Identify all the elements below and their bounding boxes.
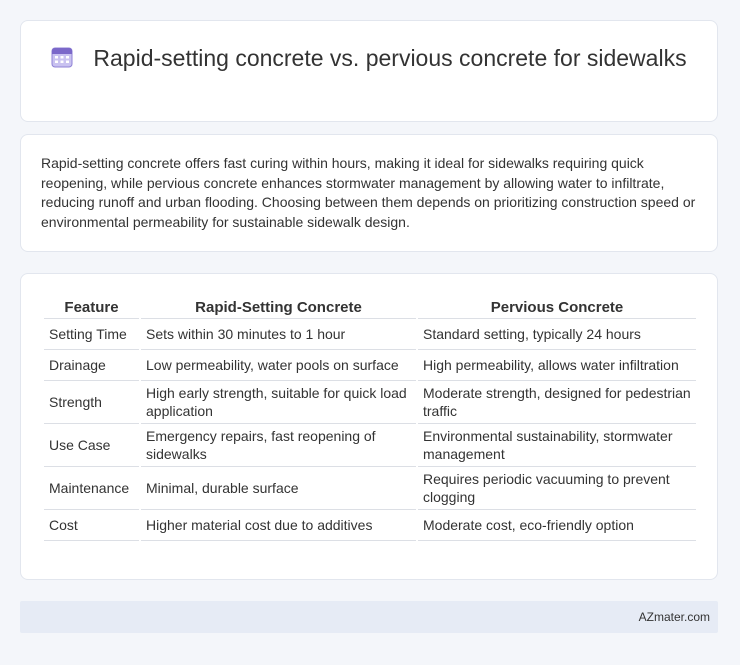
page-title-wrap [21,43,717,73]
comparison-table [42,295,698,541]
cell-pervious: Environmental sustainability, stormwater management [418,424,696,467]
cell-rapid: High early strength, suitable for quick load application [141,381,416,424]
summary-text: Rapid-setting concrete offers fast curing within hours, making it ideal for sidewalks requiring quick reopening, while pervious concrete enhances stormwater management by allowing water to infiltrate, reducing runoff and urban flooding. Choosing between them depends on prioritizing construction speed or environmental permeability for sustainable sidewalk design. [41,155,696,230]
cell-pervious: Moderate strength, designed for pedestrian traffic [418,381,696,424]
cell-feature: Maintenance [44,467,139,510]
calendar-icon [51,46,73,68]
cell-rapid: Emergency repairs, fast reopening of sidewalks [141,424,416,467]
cell-feature: Drainage [44,350,139,381]
table-row [44,350,696,381]
header-pervious: Pervious Concrete [418,295,696,319]
cell-rapid: Sets within 30 minutes to 1 hour [141,319,416,350]
cell-pervious: Moderate cost, eco-friendly option [418,510,696,541]
cell-pervious: Requires periodic vacuuming to prevent clogging [418,467,696,510]
table-row [44,467,696,510]
table-header-row [44,295,696,319]
cell-feature: Cost [44,510,139,541]
cell-feature: Use Case [44,424,139,467]
footer-site-link[interactable]: AZmater.com [638,610,710,624]
page-title: Rapid-setting concrete vs. pervious concrete for sidewalks [93,45,687,71]
table-row [44,510,696,541]
comparison-card [20,273,718,580]
summary-card [20,134,718,252]
cell-rapid: Minimal, durable surface [141,467,416,510]
cell-feature: Strength [44,381,139,424]
cell-rapid: Higher material cost due to additives [141,510,416,541]
table-row [44,381,696,424]
table-row [44,319,696,350]
cell-pervious: High permeability, allows water infiltration [418,350,696,381]
header-feature: Feature [44,295,139,319]
cell-pervious: Standard setting, typically 24 hours [418,319,696,350]
table-row [44,424,696,467]
cell-feature: Setting Time [44,319,139,350]
header-rapid-setting: Rapid-Setting Concrete [141,295,416,319]
cell-rapid: Low permeability, water pools on surface [141,350,416,381]
title-card [20,20,718,122]
footer-bar [20,601,718,633]
